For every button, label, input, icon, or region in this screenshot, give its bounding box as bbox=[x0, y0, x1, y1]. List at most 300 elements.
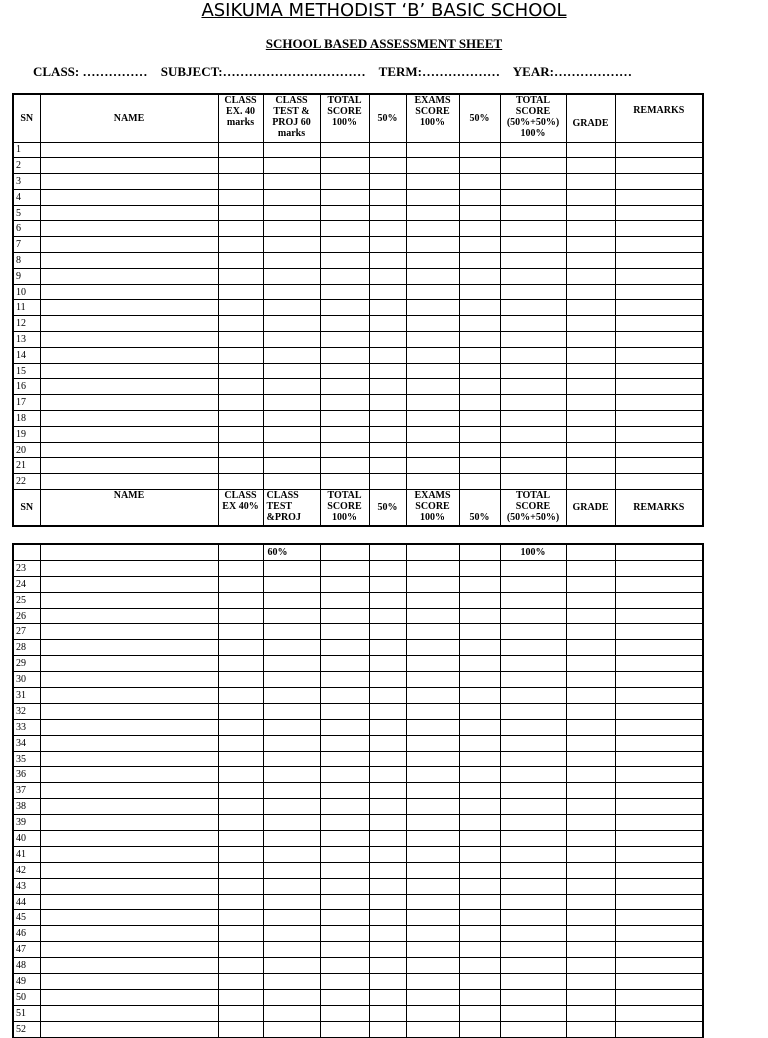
entry-cell[interactable] bbox=[40, 815, 218, 831]
entry-cell[interactable] bbox=[320, 347, 369, 363]
entry-cell[interactable] bbox=[320, 672, 369, 688]
year-field[interactable]: YEAR:……………… bbox=[512, 64, 632, 79]
entry-cell[interactable] bbox=[615, 395, 703, 411]
entry-cell[interactable] bbox=[615, 958, 703, 974]
entry-cell[interactable] bbox=[459, 363, 500, 379]
entry-cell[interactable] bbox=[263, 640, 320, 656]
entry-cell[interactable] bbox=[566, 347, 615, 363]
entry-cell[interactable] bbox=[459, 862, 500, 878]
entry-cell[interactable] bbox=[369, 174, 406, 190]
entry-cell[interactable] bbox=[500, 332, 566, 348]
entry-cell[interactable] bbox=[615, 268, 703, 284]
entry-cell[interactable] bbox=[406, 332, 459, 348]
entry-cell[interactable] bbox=[218, 142, 263, 158]
entry-cell[interactable] bbox=[369, 767, 406, 783]
entry-cell[interactable] bbox=[40, 831, 218, 847]
entry-cell[interactable] bbox=[406, 158, 459, 174]
entry-cell[interactable] bbox=[40, 221, 218, 237]
entry-cell[interactable] bbox=[566, 989, 615, 1005]
entry-cell[interactable] bbox=[40, 411, 218, 427]
entry-cell[interactable] bbox=[263, 253, 320, 269]
entry-cell[interactable] bbox=[566, 958, 615, 974]
entry-cell[interactable] bbox=[320, 751, 369, 767]
entry-cell[interactable] bbox=[459, 426, 500, 442]
entry-cell[interactable] bbox=[369, 862, 406, 878]
entry-cell[interactable] bbox=[615, 474, 703, 490]
entry-cell[interactable] bbox=[369, 142, 406, 158]
entry-cell[interactable] bbox=[320, 174, 369, 190]
entry-cell[interactable] bbox=[218, 640, 263, 656]
entry-cell[interactable] bbox=[263, 205, 320, 221]
entry-cell[interactable] bbox=[40, 442, 218, 458]
entry-cell[interactable] bbox=[500, 411, 566, 427]
entry-cell[interactable] bbox=[566, 316, 615, 332]
entry-cell[interactable] bbox=[40, 474, 218, 490]
entry-cell[interactable] bbox=[500, 910, 566, 926]
entry-cell[interactable] bbox=[500, 926, 566, 942]
entry-cell[interactable] bbox=[263, 158, 320, 174]
entry-cell[interactable] bbox=[406, 783, 459, 799]
entry-cell[interactable] bbox=[459, 942, 500, 958]
entry-cell[interactable] bbox=[218, 751, 263, 767]
entry-cell[interactable] bbox=[263, 576, 320, 592]
entry-cell[interactable] bbox=[500, 672, 566, 688]
entry-cell[interactable] bbox=[566, 703, 615, 719]
entry-cell[interactable] bbox=[40, 656, 218, 672]
entry-cell[interactable] bbox=[406, 989, 459, 1005]
entry-cell[interactable] bbox=[566, 974, 615, 990]
entry-cell[interactable] bbox=[218, 560, 263, 576]
entry-cell[interactable] bbox=[459, 379, 500, 395]
entry-cell[interactable] bbox=[615, 688, 703, 704]
entry-cell[interactable] bbox=[500, 300, 566, 316]
entry-cell[interactable] bbox=[500, 815, 566, 831]
entry-cell[interactable] bbox=[459, 592, 500, 608]
entry-cell[interactable] bbox=[406, 926, 459, 942]
entry-cell[interactable] bbox=[369, 894, 406, 910]
entry-cell[interactable] bbox=[500, 958, 566, 974]
entry-cell[interactable] bbox=[263, 894, 320, 910]
entry-cell[interactable] bbox=[500, 688, 566, 704]
entry-cell[interactable] bbox=[406, 379, 459, 395]
entry-cell[interactable] bbox=[406, 284, 459, 300]
entry-cell[interactable] bbox=[263, 174, 320, 190]
entry-cell[interactable] bbox=[406, 316, 459, 332]
entry-cell[interactable] bbox=[263, 703, 320, 719]
entry-cell[interactable] bbox=[566, 253, 615, 269]
entry-cell[interactable] bbox=[500, 799, 566, 815]
entry-cell[interactable] bbox=[459, 799, 500, 815]
entry-cell[interactable] bbox=[615, 942, 703, 958]
entry-cell[interactable] bbox=[459, 474, 500, 490]
entry-cell[interactable] bbox=[218, 989, 263, 1005]
entry-cell[interactable] bbox=[218, 862, 263, 878]
entry-cell[interactable] bbox=[40, 237, 218, 253]
entry-cell[interactable] bbox=[218, 942, 263, 958]
entry-cell[interactable] bbox=[218, 958, 263, 974]
entry-cell[interactable] bbox=[40, 205, 218, 221]
entry-cell[interactable] bbox=[40, 688, 218, 704]
entry-cell[interactable] bbox=[40, 560, 218, 576]
entry-cell[interactable] bbox=[263, 189, 320, 205]
entry-cell[interactable] bbox=[40, 332, 218, 348]
entry-cell[interactable] bbox=[406, 767, 459, 783]
entry-cell[interactable] bbox=[40, 624, 218, 640]
entry-cell[interactable] bbox=[406, 846, 459, 862]
entry-cell[interactable] bbox=[500, 894, 566, 910]
entry-cell[interactable] bbox=[218, 474, 263, 490]
entry-cell[interactable] bbox=[369, 189, 406, 205]
entry-cell[interactable] bbox=[218, 379, 263, 395]
entry-cell[interactable] bbox=[406, 958, 459, 974]
entry-cell[interactable] bbox=[615, 799, 703, 815]
entry-cell[interactable] bbox=[615, 624, 703, 640]
entry-cell[interactable] bbox=[406, 688, 459, 704]
entry-cell[interactable] bbox=[263, 624, 320, 640]
entry-cell[interactable] bbox=[263, 426, 320, 442]
entry-cell[interactable] bbox=[566, 815, 615, 831]
entry-cell[interactable] bbox=[218, 332, 263, 348]
entry-cell[interactable] bbox=[40, 942, 218, 958]
entry-cell[interactable] bbox=[615, 284, 703, 300]
entry-cell[interactable] bbox=[500, 560, 566, 576]
entry-cell[interactable] bbox=[615, 640, 703, 656]
entry-cell[interactable] bbox=[263, 363, 320, 379]
entry-cell[interactable] bbox=[369, 253, 406, 269]
entry-cell[interactable] bbox=[369, 1005, 406, 1021]
entry-cell[interactable] bbox=[369, 672, 406, 688]
entry-cell[interactable] bbox=[615, 815, 703, 831]
entry-cell[interactable] bbox=[218, 846, 263, 862]
entry-cell[interactable] bbox=[369, 316, 406, 332]
entry-cell[interactable] bbox=[615, 174, 703, 190]
entry-cell[interactable] bbox=[320, 221, 369, 237]
entry-cell[interactable] bbox=[566, 142, 615, 158]
entry-cell[interactable] bbox=[615, 411, 703, 427]
entry-cell[interactable] bbox=[500, 767, 566, 783]
entry-cell[interactable] bbox=[263, 974, 320, 990]
entry-cell[interactable] bbox=[566, 656, 615, 672]
entry-cell[interactable] bbox=[566, 426, 615, 442]
entry-cell[interactable] bbox=[615, 253, 703, 269]
entry-cell[interactable] bbox=[263, 268, 320, 284]
entry-cell[interactable] bbox=[459, 910, 500, 926]
entry-cell[interactable] bbox=[615, 656, 703, 672]
entry-cell[interactable] bbox=[40, 974, 218, 990]
entry-cell[interactable] bbox=[320, 640, 369, 656]
entry-cell[interactable] bbox=[218, 411, 263, 427]
entry-cell[interactable] bbox=[40, 174, 218, 190]
entry-cell[interactable] bbox=[263, 316, 320, 332]
entry-cell[interactable] bbox=[406, 703, 459, 719]
entry-cell[interactable] bbox=[218, 624, 263, 640]
entry-cell[interactable] bbox=[459, 974, 500, 990]
entry-cell[interactable] bbox=[615, 719, 703, 735]
entry-cell[interactable] bbox=[615, 672, 703, 688]
entry-cell[interactable] bbox=[459, 751, 500, 767]
entry-cell[interactable] bbox=[615, 237, 703, 253]
entry-cell[interactable] bbox=[40, 878, 218, 894]
entry-cell[interactable] bbox=[459, 958, 500, 974]
entry-cell[interactable] bbox=[566, 268, 615, 284]
entry-cell[interactable] bbox=[615, 560, 703, 576]
entry-cell[interactable] bbox=[263, 237, 320, 253]
entry-cell[interactable] bbox=[263, 347, 320, 363]
entry-cell[interactable] bbox=[320, 878, 369, 894]
entry-cell[interactable] bbox=[500, 316, 566, 332]
entry-cell[interactable] bbox=[566, 560, 615, 576]
entry-cell[interactable] bbox=[218, 672, 263, 688]
entry-cell[interactable] bbox=[263, 910, 320, 926]
entry-cell[interactable] bbox=[459, 846, 500, 862]
entry-cell[interactable] bbox=[218, 268, 263, 284]
entry-cell[interactable] bbox=[406, 300, 459, 316]
entry-cell[interactable] bbox=[459, 332, 500, 348]
entry-cell[interactable] bbox=[320, 688, 369, 704]
entry-cell[interactable] bbox=[263, 672, 320, 688]
entry-cell[interactable] bbox=[369, 703, 406, 719]
entry-cell[interactable] bbox=[566, 221, 615, 237]
entry-cell[interactable] bbox=[615, 458, 703, 474]
entry-cell[interactable] bbox=[40, 846, 218, 862]
entry-cell[interactable] bbox=[320, 894, 369, 910]
entry-cell[interactable] bbox=[500, 221, 566, 237]
entry-cell[interactable] bbox=[218, 703, 263, 719]
entry-cell[interactable] bbox=[369, 576, 406, 592]
entry-cell[interactable] bbox=[369, 688, 406, 704]
entry-cell[interactable] bbox=[566, 608, 615, 624]
entry-cell[interactable] bbox=[615, 205, 703, 221]
entry-cell[interactable] bbox=[320, 831, 369, 847]
entry-cell[interactable] bbox=[263, 395, 320, 411]
entry-cell[interactable] bbox=[369, 474, 406, 490]
entry-cell[interactable] bbox=[320, 458, 369, 474]
entry-cell[interactable] bbox=[40, 894, 218, 910]
entry-cell[interactable] bbox=[218, 910, 263, 926]
entry-cell[interactable] bbox=[459, 688, 500, 704]
entry-cell[interactable] bbox=[40, 672, 218, 688]
entry-cell[interactable] bbox=[320, 989, 369, 1005]
entry-cell[interactable] bbox=[406, 656, 459, 672]
entry-cell[interactable] bbox=[500, 862, 566, 878]
entry-cell[interactable] bbox=[500, 624, 566, 640]
entry-cell[interactable] bbox=[369, 592, 406, 608]
entry-cell[interactable] bbox=[500, 735, 566, 751]
entry-cell[interactable] bbox=[615, 316, 703, 332]
entry-cell[interactable] bbox=[40, 1005, 218, 1021]
entry-cell[interactable] bbox=[459, 719, 500, 735]
entry-cell[interactable] bbox=[320, 253, 369, 269]
entry-cell[interactable] bbox=[566, 1005, 615, 1021]
entry-cell[interactable] bbox=[615, 735, 703, 751]
entry-cell[interactable] bbox=[369, 284, 406, 300]
entry-cell[interactable] bbox=[263, 846, 320, 862]
entry-cell[interactable] bbox=[459, 268, 500, 284]
entry-cell[interactable] bbox=[406, 974, 459, 990]
entry-cell[interactable] bbox=[615, 363, 703, 379]
entry-cell[interactable] bbox=[406, 608, 459, 624]
entry-cell[interactable] bbox=[40, 268, 218, 284]
entry-cell[interactable] bbox=[500, 395, 566, 411]
entry-cell[interactable] bbox=[218, 576, 263, 592]
entry-cell[interactable] bbox=[40, 592, 218, 608]
entry-cell[interactable] bbox=[406, 268, 459, 284]
entry-cell[interactable] bbox=[459, 815, 500, 831]
entry-cell[interactable] bbox=[566, 189, 615, 205]
entry-cell[interactable] bbox=[369, 560, 406, 576]
entry-cell[interactable] bbox=[369, 158, 406, 174]
entry-cell[interactable] bbox=[406, 442, 459, 458]
entry-cell[interactable] bbox=[263, 608, 320, 624]
entry-cell[interactable] bbox=[615, 894, 703, 910]
entry-cell[interactable] bbox=[40, 751, 218, 767]
entry-cell[interactable] bbox=[500, 347, 566, 363]
entry-cell[interactable] bbox=[40, 719, 218, 735]
entry-cell[interactable] bbox=[320, 799, 369, 815]
entry-cell[interactable] bbox=[218, 253, 263, 269]
entry-cell[interactable] bbox=[500, 878, 566, 894]
entry-cell[interactable] bbox=[406, 474, 459, 490]
entry-cell[interactable] bbox=[500, 237, 566, 253]
entry-cell[interactable] bbox=[369, 974, 406, 990]
entry-cell[interactable] bbox=[459, 442, 500, 458]
entry-cell[interactable] bbox=[566, 735, 615, 751]
entry-cell[interactable] bbox=[320, 560, 369, 576]
entry-cell[interactable] bbox=[320, 205, 369, 221]
entry-cell[interactable] bbox=[263, 831, 320, 847]
entry-cell[interactable] bbox=[263, 989, 320, 1005]
entry-cell[interactable] bbox=[218, 316, 263, 332]
entry-cell[interactable] bbox=[320, 426, 369, 442]
entry-cell[interactable] bbox=[615, 189, 703, 205]
entry-cell[interactable] bbox=[218, 767, 263, 783]
entry-cell[interactable] bbox=[615, 783, 703, 799]
entry-cell[interactable] bbox=[566, 592, 615, 608]
entry-cell[interactable] bbox=[406, 942, 459, 958]
entry-cell[interactable] bbox=[500, 846, 566, 862]
entry-cell[interactable] bbox=[459, 347, 500, 363]
entry-cell[interactable] bbox=[263, 474, 320, 490]
entry-cell[interactable] bbox=[615, 989, 703, 1005]
entry-cell[interactable] bbox=[369, 205, 406, 221]
entry-cell[interactable] bbox=[320, 783, 369, 799]
entry-cell[interactable] bbox=[406, 221, 459, 237]
entry-cell[interactable] bbox=[218, 815, 263, 831]
entry-cell[interactable] bbox=[320, 767, 369, 783]
entry-cell[interactable] bbox=[459, 316, 500, 332]
entry-cell[interactable] bbox=[320, 268, 369, 284]
entry-cell[interactable] bbox=[320, 284, 369, 300]
entry-cell[interactable] bbox=[566, 926, 615, 942]
entry-cell[interactable] bbox=[406, 640, 459, 656]
entry-cell[interactable] bbox=[369, 221, 406, 237]
entry-cell[interactable] bbox=[218, 189, 263, 205]
entry-cell[interactable] bbox=[263, 751, 320, 767]
entry-cell[interactable] bbox=[500, 189, 566, 205]
entry-cell[interactable] bbox=[263, 799, 320, 815]
entry-cell[interactable] bbox=[459, 783, 500, 799]
entry-cell[interactable] bbox=[406, 592, 459, 608]
entry-cell[interactable] bbox=[566, 576, 615, 592]
entry-cell[interactable] bbox=[615, 608, 703, 624]
entry-cell[interactable] bbox=[459, 142, 500, 158]
entry-cell[interactable] bbox=[40, 640, 218, 656]
entry-cell[interactable] bbox=[263, 221, 320, 237]
entry-cell[interactable] bbox=[218, 831, 263, 847]
entry-cell[interactable] bbox=[566, 688, 615, 704]
entry-cell[interactable] bbox=[218, 926, 263, 942]
entry-cell[interactable] bbox=[566, 300, 615, 316]
entry-cell[interactable] bbox=[263, 767, 320, 783]
entry-cell[interactable] bbox=[500, 831, 566, 847]
entry-cell[interactable] bbox=[406, 347, 459, 363]
entry-cell[interactable] bbox=[218, 347, 263, 363]
entry-cell[interactable] bbox=[500, 142, 566, 158]
entry-cell[interactable] bbox=[369, 237, 406, 253]
entry-cell[interactable] bbox=[369, 910, 406, 926]
entry-cell[interactable] bbox=[566, 719, 615, 735]
entry-cell[interactable] bbox=[218, 221, 263, 237]
entry-cell[interactable] bbox=[615, 300, 703, 316]
entry-cell[interactable] bbox=[369, 640, 406, 656]
entry-cell[interactable] bbox=[566, 174, 615, 190]
entry-cell[interactable] bbox=[406, 735, 459, 751]
entry-cell[interactable] bbox=[40, 735, 218, 751]
entry-cell[interactable] bbox=[40, 253, 218, 269]
entry-cell[interactable] bbox=[320, 592, 369, 608]
entry-cell[interactable] bbox=[320, 974, 369, 990]
entry-cell[interactable] bbox=[369, 624, 406, 640]
entry-cell[interactable] bbox=[406, 1005, 459, 1021]
entry-cell[interactable] bbox=[218, 284, 263, 300]
entry-cell[interactable] bbox=[320, 862, 369, 878]
entry-cell[interactable] bbox=[459, 158, 500, 174]
entry-cell[interactable] bbox=[459, 237, 500, 253]
entry-cell[interactable] bbox=[218, 426, 263, 442]
entry-cell[interactable] bbox=[566, 672, 615, 688]
entry-cell[interactable] bbox=[369, 363, 406, 379]
entry-cell[interactable] bbox=[218, 363, 263, 379]
entry-cell[interactable] bbox=[566, 363, 615, 379]
entry-cell[interactable] bbox=[369, 458, 406, 474]
entry-cell[interactable] bbox=[369, 300, 406, 316]
entry-cell[interactable] bbox=[459, 576, 500, 592]
entry-cell[interactable] bbox=[615, 926, 703, 942]
entry-cell[interactable] bbox=[500, 253, 566, 269]
entry-cell[interactable] bbox=[369, 926, 406, 942]
entry-cell[interactable] bbox=[369, 735, 406, 751]
entry-cell[interactable] bbox=[566, 910, 615, 926]
entry-cell[interactable] bbox=[40, 284, 218, 300]
entry-cell[interactable] bbox=[369, 783, 406, 799]
entry-cell[interactable] bbox=[369, 989, 406, 1005]
entry-cell[interactable] bbox=[406, 624, 459, 640]
entry-cell[interactable] bbox=[369, 442, 406, 458]
entry-cell[interactable] bbox=[615, 442, 703, 458]
entry-cell[interactable] bbox=[500, 268, 566, 284]
entry-cell[interactable] bbox=[263, 815, 320, 831]
entry-cell[interactable] bbox=[459, 253, 500, 269]
entry-cell[interactable] bbox=[500, 158, 566, 174]
entry-cell[interactable] bbox=[406, 426, 459, 442]
entry-cell[interactable] bbox=[459, 300, 500, 316]
entry-cell[interactable] bbox=[406, 411, 459, 427]
entry-cell[interactable] bbox=[40, 395, 218, 411]
entry-cell[interactable] bbox=[615, 332, 703, 348]
entry-cell[interactable] bbox=[218, 158, 263, 174]
entry-cell[interactable] bbox=[40, 458, 218, 474]
entry-cell[interactable] bbox=[218, 458, 263, 474]
